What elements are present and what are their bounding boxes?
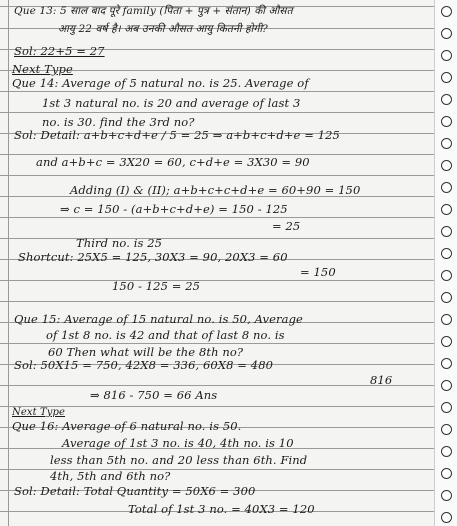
binding-hole (441, 72, 452, 83)
q16-sol-line-2: Total of 1st 3 no. = 40X3 = 120 (128, 502, 315, 516)
binding-hole (441, 226, 452, 237)
binding-hole (441, 94, 452, 105)
binding-hole (441, 248, 452, 259)
binding-hole (441, 490, 452, 501)
binding-hole (441, 424, 452, 435)
q14-sol-result: = 25 (272, 219, 301, 233)
q16-line-2: Average of 1st 3 no. is 40, 4th no. is 10 (62, 436, 294, 450)
binding-hole (441, 6, 452, 17)
q14-shortcut-line-1: Shortcut: 25X5 = 125, 30X3 = 90, 20X3 = 60 (18, 250, 288, 264)
binding-hole (441, 292, 452, 303)
q14-shortcut-line-2: = 150 (300, 265, 336, 279)
binding-hole (441, 468, 452, 479)
binding-hole (441, 160, 452, 171)
q15-sol-sum: 816 (370, 373, 393, 387)
q14-line-2: 1st 3 natural no. is 20 and average of last 3 (42, 96, 301, 110)
q16-line-1: Que 16: Average of 6 natural no. is 50. (12, 419, 242, 433)
binding-hole (441, 358, 452, 369)
binding-hole (441, 512, 452, 523)
q14-sol-line-4: ⇒ c = 150 - (a+b+c+d+e) = 150 - 125 (60, 202, 288, 216)
q14-line-1: Que 14: Average of 5 natural no. is 25. Average of (12, 76, 309, 90)
margin-line (8, 0, 9, 526)
binding-hole (441, 314, 452, 325)
section-heading-next-type: Next Type (12, 62, 73, 76)
section-heading-next-type-2: Next Type (12, 407, 66, 418)
q13-line-2: आयु 22 वर्ष है। अब उनकी औसत आयु कितनी होगी? (58, 23, 268, 35)
q14-sol-line-3: Adding (I) & (II); a+b+c+c+d+e = 60+90 = 150 (70, 183, 361, 197)
binding-hole (441, 138, 452, 149)
binding-hole (441, 204, 452, 215)
binding-hole (441, 336, 452, 347)
binding-hole (441, 380, 452, 391)
q15-line-2: of 1st 8 no. is 42 and that of last 8 no. is (46, 328, 285, 342)
q13-solution: Sol: 22+5 = 27 (14, 44, 105, 58)
spiral-binding (434, 0, 457, 526)
binding-hole (441, 402, 452, 413)
q14-sol-line-1: Sol: Detail: a+b+c+d+e / 5 = 25 ⇒ a+b+c+d+e = 125 (14, 128, 340, 142)
q16-sol-line-1: Sol: Detail: Total Quantity = 50X6 = 300 (14, 484, 256, 498)
q14-shortcut-result: 150 - 125 = 25 (112, 279, 201, 293)
q15-sol-line-1: Sol: 50X15 = 750, 42X8 = 336, 60X8 = 480 (14, 358, 274, 372)
q14-third-no: Third no. is 25 (76, 236, 163, 250)
binding-hole (441, 182, 452, 193)
q14-sol-line-2: and a+b+c = 3X20 = 60, c+d+e = 3X30 = 90 (36, 155, 310, 169)
q16-line-4: 4th, 5th and 6th no? (50, 469, 171, 483)
binding-hole (441, 28, 452, 39)
q16-line-3: less than 5th no. and 20 less than 6th. Find (50, 453, 308, 467)
binding-hole (441, 270, 452, 281)
binding-hole (441, 446, 452, 457)
q14-line-3: no. is 30. find the 3rd no? (42, 115, 195, 129)
q15-line-3: 60 Then what will be the 8th no? (48, 345, 244, 359)
binding-hole (441, 116, 452, 127)
q15-line-1: Que 15: Average of 15 natural no. is 50, Average (14, 312, 303, 326)
q15-sol-result: ⇒ 816 - 750 = 66 Ans (90, 388, 218, 402)
q13-line-1: Que 13: 5 साल बाद पूरे family (पिता + पुत्र + संतान) की औसत (14, 5, 293, 17)
binding-hole (441, 50, 452, 61)
